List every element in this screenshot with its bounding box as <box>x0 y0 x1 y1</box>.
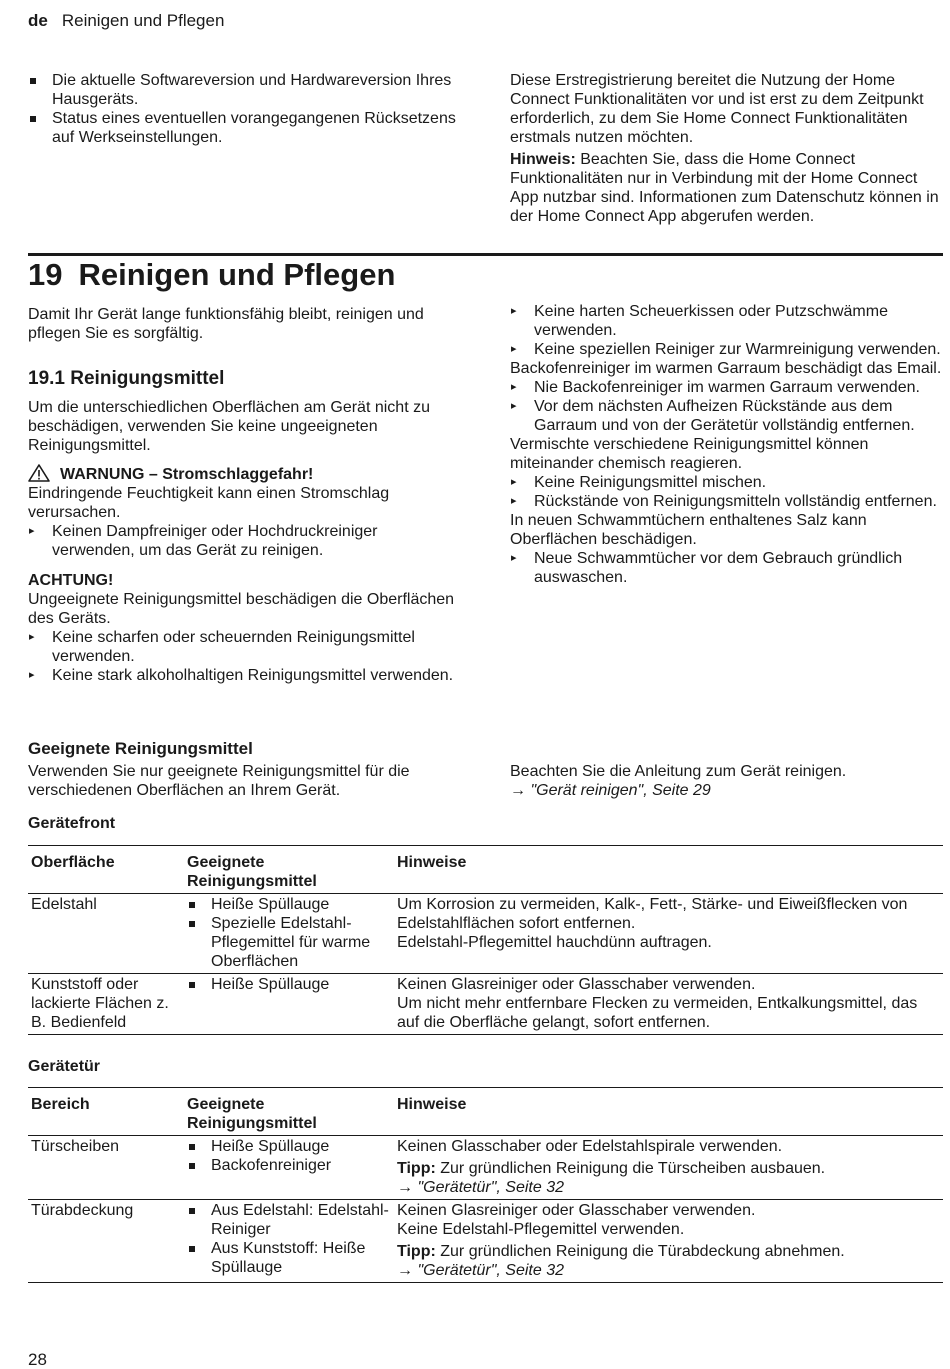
tip-text: Zur gründlichen Reinigung die Türscheiben ausbauen. <box>435 1160 826 1177</box>
note-text: Beachten Sie, dass die Home Connect Funktionalitäten nur in Verbindung mit der Home Connect App nutzbar sind. Informationen zum Datenschutz können in der Home Connect App abgerufen werden. <box>510 151 939 225</box>
table-front <box>28 845 943 1035</box>
column-header: Hinweise <box>394 846 943 894</box>
intro-paragraph: Damit Ihr Gerät lange funktionsfähig bleibt, reinigen und pflegen Sie es sorgfältig. <box>28 306 424 342</box>
suitable-heading: Geeignete Reinigungsmittel <box>28 739 253 758</box>
agents-cell <box>184 974 394 1035</box>
note-paragraph <box>510 150 943 226</box>
list-item: ▸ Keine Reinigungsmittel mischen. <box>510 473 943 492</box>
right-list-c <box>510 473 943 511</box>
surface-cell: Kunststoff oder lackierte Flächen z. B. Bedienfeld <box>28 974 184 1035</box>
section-number: 19.1 <box>28 368 65 389</box>
column-header: Bereich <box>28 1088 184 1136</box>
list-item: ▸ Vor dem nächsten Aufheizen Rückstände aus dem Garraum und von der Gerätetür vollständig entfernen. <box>510 397 943 435</box>
warning-text: Eindringende Feuchtigkeit kann einen Stromschlag verursachen. <box>28 485 390 521</box>
tip-line <box>397 1242 940 1261</box>
list-item: Backofenreiniger <box>187 1156 391 1175</box>
top-left-list <box>28 71 458 147</box>
list-item: Heiße Spüllauge <box>187 1137 391 1156</box>
table-front-title: Gerätefront <box>28 815 116 832</box>
list-item: ▸ Neue Schwammtücher vor dem Gebrauch gründlich auswaschen. <box>510 549 943 587</box>
page-number: 28 <box>28 1350 47 1369</box>
language-code: de <box>28 11 48 30</box>
note-line: Keine Edelstahl-Pflegemittel verwenden. <box>397 1221 685 1238</box>
top-right-block <box>510 71 943 226</box>
warning-list <box>28 522 458 560</box>
note-line: Keinen Glasschaber oder Edelstahlspirale verwenden. <box>397 1138 783 1155</box>
cross-reference-link[interactable]: → "Gerätetür", Seite 32 <box>397 1179 564 1196</box>
section-heading <box>28 368 458 390</box>
right-paragraph-d: In neuen Schwammtüchern enthaltenes Salz kann Oberflächen beschädigen. <box>510 512 867 548</box>
note-line: Edelstahl-Pflegemittel hauchdünn auftragen. <box>397 934 712 951</box>
right-list-a <box>510 302 943 359</box>
note-line: Um nicht mehr entfernbare Flecken zu vermeiden, Entkalkungsmittel, das auf die Oberfläche gelangt, sofort entfernen. <box>397 995 918 1031</box>
list-item: ▸ Keine stark alkoholhaltigen Reinigungsmittel verwenden. <box>28 666 458 685</box>
list-item: ▸ Nie Backofenreiniger im warmen Garraum verwenden. <box>510 378 943 397</box>
warning-title: WARNUNG – Stromschlaggefahr! <box>60 466 314 483</box>
registration-paragraph: Diese Erstregistrierung bereitet die Nutzung der Home Connect Funktionalitäten vor und ist erst zu dem Zeitpunkt erforderlich, zu dem Sie Home Connect Funktionalitäten erstmals nutzen möchten. <box>510 72 924 146</box>
right-paragraph-b: Backofenreiniger im warmen Garraum beschädigt das Email. <box>510 360 942 377</box>
right-column <box>510 302 943 587</box>
table-row <box>28 894 943 974</box>
table-row <box>28 1136 943 1200</box>
agents-cell <box>184 894 394 974</box>
table-header-row <box>28 1088 943 1136</box>
tip-text: Zur gründlichen Reinigung die Türabdeckung abnehmen. <box>435 1243 845 1260</box>
agents-cell <box>184 1200 394 1283</box>
cross-reference-link[interactable]: → "Gerät reinigen", Seite 29 <box>510 782 711 799</box>
caution-heading: ACHTUNG! <box>28 572 114 589</box>
tip-label: Tipp: <box>397 1160 436 1177</box>
list-item: Heiße Spüllauge <box>187 895 391 914</box>
section-paragraph: Um die unterschiedlichen Oberflächen am Gerät nicht zu beschädigen, verwenden Sie keine ungeeigneten Reinigungsmittel. <box>28 399 430 454</box>
note-line: Um Korrosion zu vermeiden, Kalk-, Fett-, Stärke- und Eiweißflecken von Edelstahlflächen sofort entfernen. <box>397 896 908 932</box>
right-paragraph-c: Vermischte verschiedene Reinigungsmittel können miteinander chemisch reagieren. <box>510 436 869 472</box>
notes-cell <box>394 1136 943 1200</box>
note-line: Keinen Glasreiniger oder Glasschaber verwenden. <box>397 976 756 993</box>
chapter-heading <box>28 256 395 294</box>
column-header: Oberfläche <box>28 846 184 894</box>
area-cell: Türscheiben <box>28 1136 184 1200</box>
note-line: Keinen Glasreiniger oder Glasschaber verwenden. <box>397 1202 756 1219</box>
list-item: ▸ Keine harten Scheuerkissen oder Putzschwämme verwenden. <box>510 302 943 340</box>
left-column <box>28 305 458 685</box>
agents-cell <box>184 1136 394 1200</box>
list-item: Die aktuelle Softwareversion und Hardwareversion Ihres Hausgeräts. <box>28 71 458 109</box>
right-list-d <box>510 549 943 587</box>
notes-cell <box>394 894 943 974</box>
caution-text: Ungeeignete Reinigungsmittel beschädigen die Oberflächen des Geräts. <box>28 591 455 627</box>
column-header: Geeignete Reinigungsmittel <box>184 1088 394 1136</box>
table-door-title: Gerätetür <box>28 1058 101 1075</box>
header-title: Reinigen und Pflegen <box>61 11 225 30</box>
notes-cell <box>394 974 943 1035</box>
column-header: Geeignete Reinigungsmittel <box>184 846 394 894</box>
cross-reference-link[interactable]: → "Gerätetür", Seite 32 <box>397 1262 564 1279</box>
section-title: Reinigungsmittel <box>70 368 225 389</box>
tip-line <box>397 1159 940 1178</box>
list-item: Aus Edelstahl: Edelstahl-Reiniger <box>187 1201 391 1239</box>
list-item: ▸ Keine speziellen Reiniger zur Warmreinigung verwenden. <box>510 340 943 359</box>
caution-list <box>28 628 458 685</box>
table-row <box>28 974 943 1035</box>
list-item: Heiße Spüllauge <box>187 975 391 994</box>
tip-label: Tipp: <box>397 1243 436 1260</box>
right-list-b <box>510 378 943 435</box>
running-header <box>28 11 224 30</box>
area-cell: Türabdeckung <box>28 1200 184 1283</box>
table-row <box>28 1200 943 1283</box>
notes-cell <box>394 1200 943 1283</box>
suitable-right-paragraph: Beachten Sie die Anleitung zum Gerät reinigen. <box>510 763 847 780</box>
warning-heading <box>28 464 458 484</box>
list-item: ▸ Keine scharfen oder scheuernden Reinigungsmittel verwenden. <box>28 628 458 666</box>
chapter-title: Reinigen und Pflegen <box>78 257 396 292</box>
table-header-row <box>28 846 943 894</box>
chapter-number: 19 <box>28 257 63 292</box>
surface-cell: Edelstahl <box>28 894 184 974</box>
list-item: Aus Kunststoff: Heiße Spüllauge <box>187 1239 391 1277</box>
list-item: Status eines eventuellen vorangegangenen Rücksetzens auf Werkseinstellungen. <box>28 109 458 147</box>
warning-triangle-icon <box>28 464 50 482</box>
list-item: Spezielle Edelstahl-Pflegemittel für warme Oberflächen <box>187 914 391 971</box>
note-label: Hinweis: <box>510 151 576 168</box>
table-door <box>28 1087 943 1283</box>
list-item: ▸ Rückstände von Reinigungsmitteln vollständig entfernen. <box>510 492 943 511</box>
suitable-right-block <box>510 762 943 800</box>
column-header: Hinweise <box>394 1088 943 1136</box>
suitable-left-paragraph: Verwenden Sie nur geeignete Reinigungsmittel für die verschiedenen Oberflächen an Ihrem Gerät. <box>28 763 410 799</box>
list-item: ▸ Keinen Dampfreiniger oder Hochdruckreiniger verwenden, um das Gerät zu reinigen. <box>28 522 458 560</box>
